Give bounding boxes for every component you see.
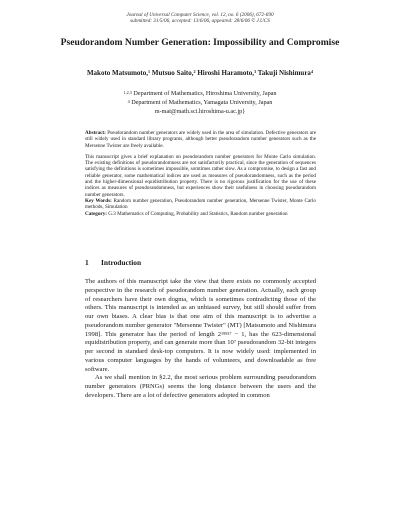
author-4: Takuji Nishimura — [257, 69, 311, 77]
abstract-paragraph-2: This manuscript gives a brief explanation on pseudorandom number generators for Monte Carlo simulation. The existing definitions of pseudorandomness are not satisfactorily practical, since the generation of sequences satisfying the definitions is sometimes impossible, somtimes rather slow. As a compromise, to design a fast and reliable generator, some mathematical indices are used as measures of pseudorandomness, such as the period and the higher-dimensional equidistribution property. There is no rigorous justification for the use of these indices as measures of pseudorandomness, but experiences show their usefulness in choosing pseudorandom number generators. — [85, 153, 316, 198]
paper-title: Pseudorandom Number Generation: Impossibility and Compromise — [60, 37, 340, 48]
author-4-mark: 4 — [310, 69, 314, 74]
category-label: Category: — [85, 210, 107, 217]
journal-header — [0, 12, 400, 24]
journal-citation: Journal of Universal Computer Science, vol. 12, no. 6 (2006), 672-690 — [126, 12, 274, 18]
body-text — [85, 278, 316, 401]
abstract-paragraph-1 — [85, 130, 316, 149]
body-p1-part-2: − 1, has the 623-dimensional equidistribution property, and can generate more than 10 — [85, 330, 316, 347]
author-list — [60, 68, 340, 78]
body-p1-part-3: pseudorandom 32-bit integers per second in standard desk-top computers. It is now widely used: implemented in various computer languages by the hands of volunteers, and downloadable as free software. — [85, 339, 316, 373]
affiliation-1-mark: 1,2,3 — [123, 90, 132, 95]
affiliation-2 — [60, 99, 340, 108]
body-paragraph-2: As we shall mention in §2.2, the most serious problem surrounding pseudorandom number generators (PRNGs) seems the long distance between the users and the developers. There are a lot of defective generators adopted in common — [85, 374, 316, 399]
author-1: Makoto Matsumoto, — [86, 69, 149, 77]
category-text: G.3 Mathematics of Computing, Probability and Statistics, Random number generation — [108, 210, 288, 217]
contact-email: m-mat@math.sci.hiroshima-u.ac.jp} — [154, 107, 246, 115]
affiliations — [60, 90, 340, 116]
abstract-label: Abstract: — [85, 130, 106, 136]
affiliation-1 — [60, 90, 340, 99]
speed-exponent: 7 — [233, 339, 236, 345]
abstract — [85, 130, 316, 217]
body-paragraph-1 — [85, 278, 316, 374]
keywords — [85, 198, 316, 211]
submission-dates: submitted: 31/5/06, accepted: 13/6/06, appeared: 28/6/06 © J.UCS — [130, 18, 270, 25]
affiliation-1-text: Department of Mathematics, Hiroshima University, Japan — [133, 90, 277, 97]
author-3: Hiroshi Haramoto, — [197, 69, 254, 77]
author-2-mark: 2 — [193, 69, 196, 74]
period-exponent: 19937 — [221, 330, 232, 336]
abstract-text-1: Pseudorandom number generators are widely used in the area of simulation. Defective generators are still widely used in standard library programs, although better pseudorandom number generators such as the Mersenne Twister are freely available. — [85, 130, 316, 149]
affiliation-2-mark: 4 — [127, 98, 130, 104]
author-1-mark: 1 — [148, 69, 151, 74]
body-p1-part-1: The authors of this manuscript take the view that there exists no commonly accepted perspective in the research of pseudorandom number generation. Actually, each group of researchers have their own dogma, which is sometimes contradicting those of the others. This manuscript is intended as an unbiased survey, but still should suffer from our own biases. A clear bias is that one aim of this manuscript is to advertise a pseudorandom number generator "Mersenne Twister" (MT) [Matsumoto and Nishimura 1998]. This generator has the period of length 2 — [85, 278, 316, 338]
category — [85, 211, 316, 217]
affiliation-2-text: Department of Mathematics, Yamagata University, Japan — [131, 98, 273, 106]
section-heading — [85, 258, 316, 267]
author-3-mark: 3 — [253, 69, 257, 74]
author-2: Mutsuo Saito, — [151, 69, 194, 77]
section-title: Introduction — [101, 258, 142, 267]
keywords-label: Key Words: — [85, 197, 112, 204]
keywords-text: Random number generation, Pseudorandom number generation, Mersenne Twister, Monte Carlo methods, Simulation — [85, 197, 316, 211]
section-number: 1 — [85, 258, 89, 267]
